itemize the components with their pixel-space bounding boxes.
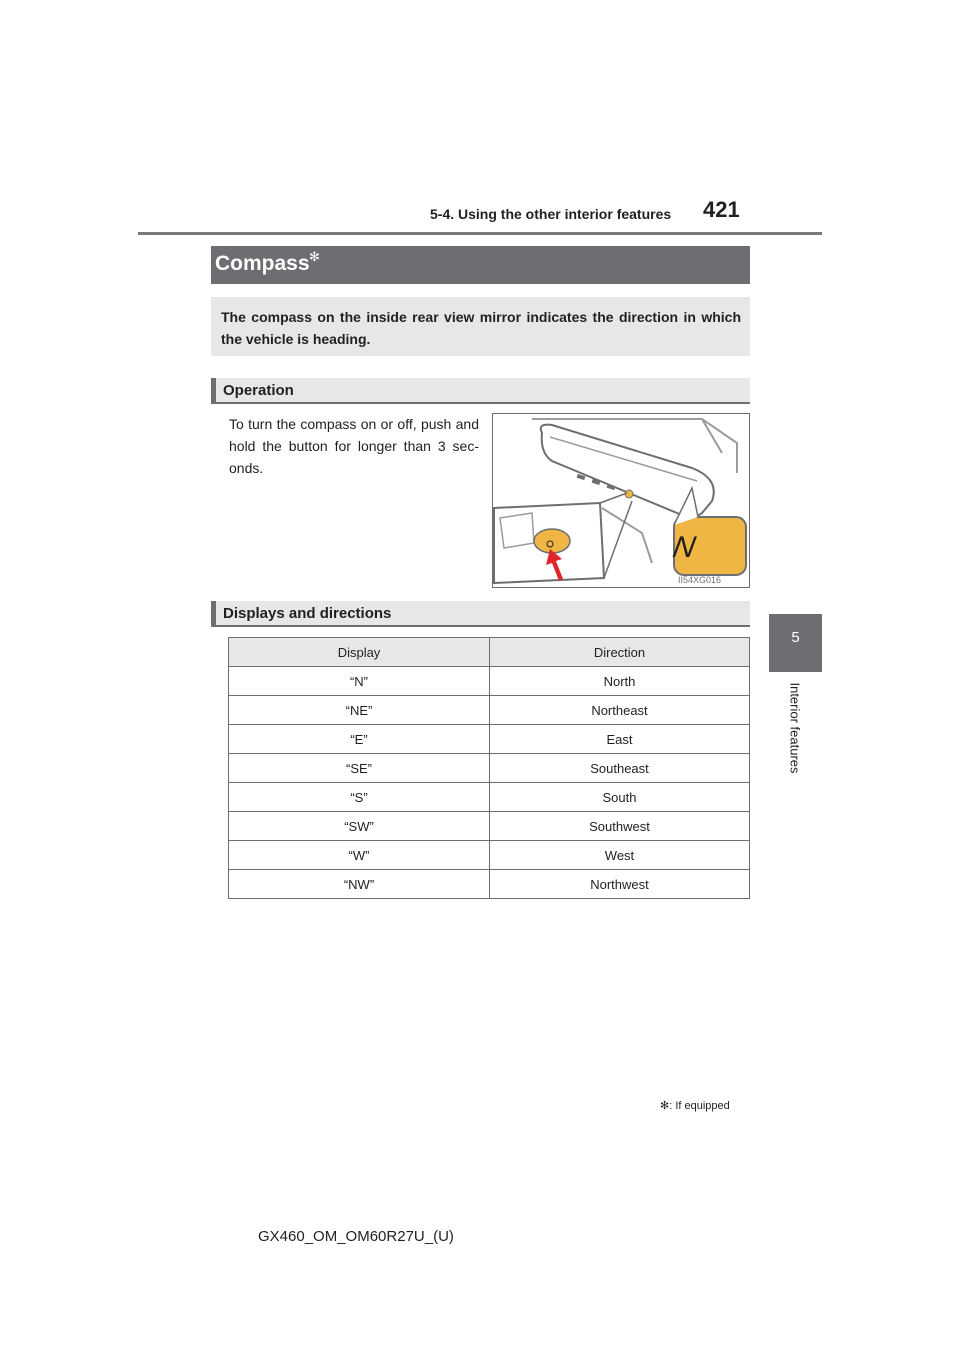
operation-text: To turn the compass on or off, push and hold the button for longer than 3 sec- onds. bbox=[229, 416, 479, 476]
direction-cell: East bbox=[490, 725, 750, 754]
chapter-number: 5 bbox=[791, 629, 800, 646]
operation-heading-bar bbox=[211, 378, 750, 404]
intro-text: The compass on the inside rear view mirror indicates the direction in which the vehicle is heading. bbox=[221, 309, 741, 347]
title-bar bbox=[211, 246, 750, 284]
direction-cell: Southeast bbox=[490, 754, 750, 783]
direction-cell: Northeast bbox=[490, 696, 750, 725]
displays-heading: Displays and directions bbox=[223, 605, 392, 622]
table-row bbox=[229, 841, 750, 870]
table-row bbox=[229, 754, 750, 783]
compass-letter: N bbox=[670, 531, 698, 564]
display-cell: “W” bbox=[229, 841, 490, 870]
display-cell: “E” bbox=[229, 725, 490, 754]
column-header-display: Display bbox=[229, 638, 490, 667]
display-cell: “NW” bbox=[229, 870, 490, 899]
if-equipped-footnote: ✻: If equipped bbox=[660, 1100, 730, 1112]
direction-cell: South bbox=[490, 783, 750, 812]
operation-heading: Operation bbox=[223, 382, 294, 399]
table-row bbox=[229, 870, 750, 899]
table-row bbox=[229, 667, 750, 696]
document-code: GX460_OM_OM60R27U_(U) bbox=[258, 1228, 454, 1245]
table-row bbox=[229, 783, 750, 812]
table-header-row bbox=[229, 638, 750, 667]
table-row bbox=[229, 696, 750, 725]
direction-cell: Southwest bbox=[490, 812, 750, 841]
table-row bbox=[229, 812, 750, 841]
table-row bbox=[229, 725, 750, 754]
header-section-title: 5-4. Using the other interior features bbox=[430, 206, 672, 222]
direction-cell: West bbox=[490, 841, 750, 870]
figure-code: II54XG016 bbox=[678, 575, 722, 585]
column-header-direction: Direction bbox=[490, 638, 750, 667]
display-cell: “NE” bbox=[229, 696, 490, 725]
display-cell: “N” bbox=[229, 667, 490, 696]
chapter-title: Interior features bbox=[787, 682, 803, 774]
header-divider bbox=[138, 232, 822, 235]
direction-cell: Northwest bbox=[490, 870, 750, 899]
mirror-illustration bbox=[492, 413, 750, 588]
if-equipped-mark: ✻ bbox=[309, 249, 320, 264]
displays-heading-bar bbox=[211, 601, 750, 627]
chapter-tab bbox=[769, 614, 822, 672]
intro-box bbox=[211, 297, 750, 356]
direction-cell: North bbox=[490, 667, 750, 696]
display-cell: “S” bbox=[229, 783, 490, 812]
display-cell: “SE” bbox=[229, 754, 490, 783]
page-title: Compass bbox=[215, 252, 310, 275]
directions-table bbox=[228, 637, 750, 899]
display-cell: “SW” bbox=[229, 812, 490, 841]
page-number: 421 bbox=[703, 197, 740, 222]
mirror-illustration-graphic bbox=[492, 413, 750, 588]
